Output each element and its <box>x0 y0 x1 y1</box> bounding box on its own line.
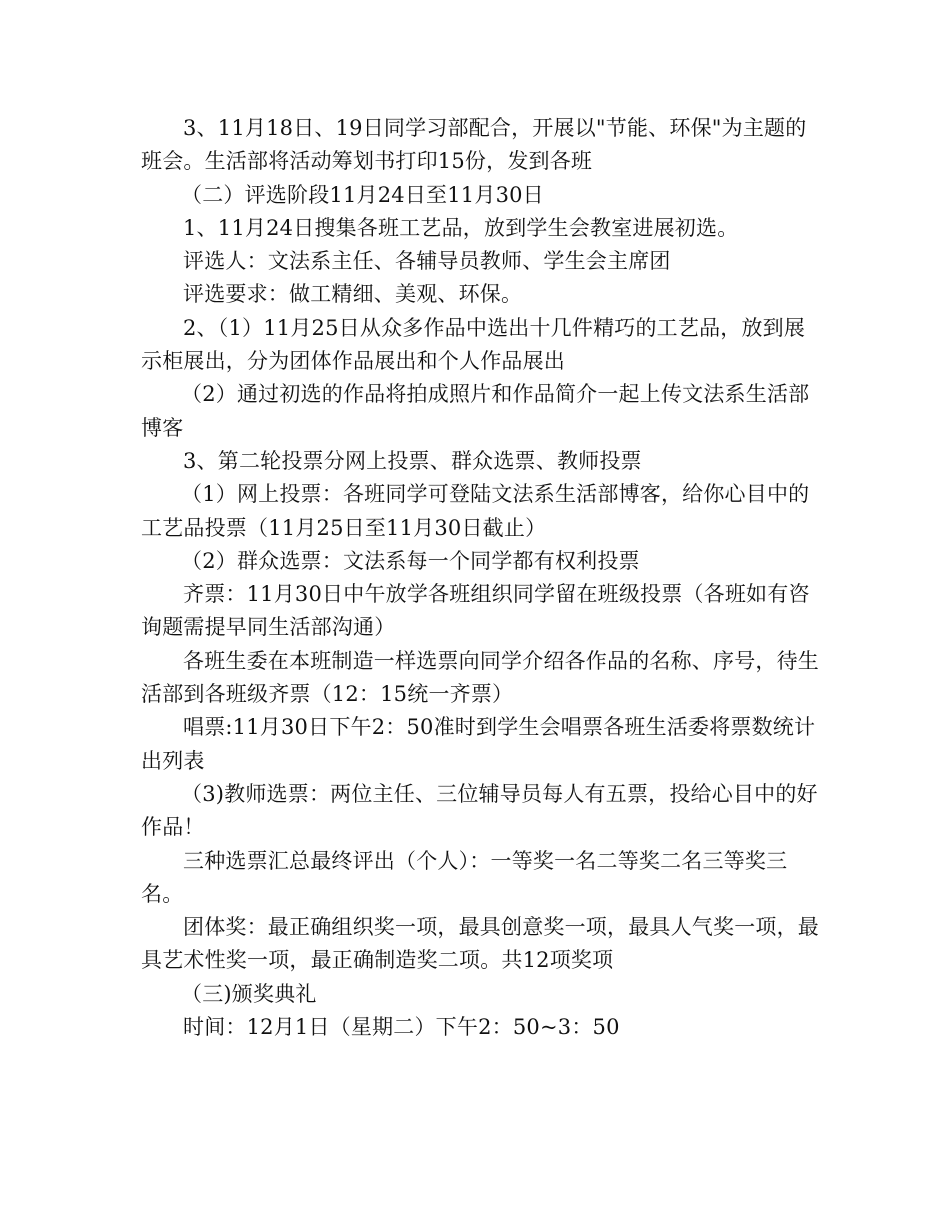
paragraph-individual-awards: 三种选票汇总最终评出（个人）：一等奖一名二等奖二名三等奖三名。 <box>141 848 788 906</box>
paragraph-collect-votes: 齐票：11月30日中午放学各班组织同学留在班级投票（各班如有咨询题需提早同生活部沟通） <box>141 582 810 640</box>
paragraph-selection-stage-heading: （二）评选阶段11月24日至11月30日 <box>181 182 544 207</box>
paragraph-class-ballots: 各班生委在本班制造一样选票向同学介绍各作品的名称、序号，待生活部到各班级齐票（12：15统一齐票） <box>141 648 819 707</box>
paragraph-public-vote: （2）群众选票：文法系每一个同学都有权利投票 <box>181 548 640 573</box>
paragraph-class-meeting: 3、11月18日、19日同学习部配合，开展以"节能、环保"为主题的班会。生活部将活动筹划书打印15份，发到各班 <box>141 116 807 174</box>
paragraph-teacher-vote: （3)教师选票：两位主任、三位辅导员每人有五票，投给心目中的好作品！ <box>141 781 818 840</box>
paragraph-ceremony-heading: （三)颁奖典礼 <box>181 981 317 1006</box>
paragraph-ceremony-time: 时间：12月1日（星期二）下午2：50~3：50 <box>183 1015 620 1040</box>
paragraph-exhibition: 2、（1）11月25日从众多作品中选出十几件精巧的工艺品，放到展示柜展出，分为团体作品展出和个人作品展出 <box>141 315 806 374</box>
paragraph-upload-blog: （2）通过初选的作品将拍成照片和作品简介一起上传文法系生活部博客 <box>141 382 810 440</box>
paragraph-online-vote: （1）网上投票：各班同学可登陆文法系生活部博客，给你心目中的工艺品投票（11月25日至11月30日截止） <box>141 482 810 540</box>
paragraph-judges: 评选人：文法系主任、各辅导员教师、学生会主席团 <box>183 249 671 274</box>
paragraph-team-awards: 团体奖：最正确组织奖一项，最具创意奖一项，最具人气奖一项，最具艺术性奖一项，最正确制造奖二项。共12项奖项 <box>141 915 819 973</box>
paragraph-requirements: 评选要求：做工精细、美观、环保。 <box>183 282 523 307</box>
paragraph-count-votes: 唱票:11月30日下午2：50准时到学生会唱票各班生活委将票数统计出列表 <box>141 715 816 773</box>
paragraph-second-round: 3、第二轮投票分网上投票、群众选票、教师投票 <box>183 448 642 473</box>
paragraph-collect-crafts: 1、11月24日搜集各班工艺品，放到学生会教室进展初选。 <box>183 215 739 240</box>
document-body <box>141 112 821 1044</box>
